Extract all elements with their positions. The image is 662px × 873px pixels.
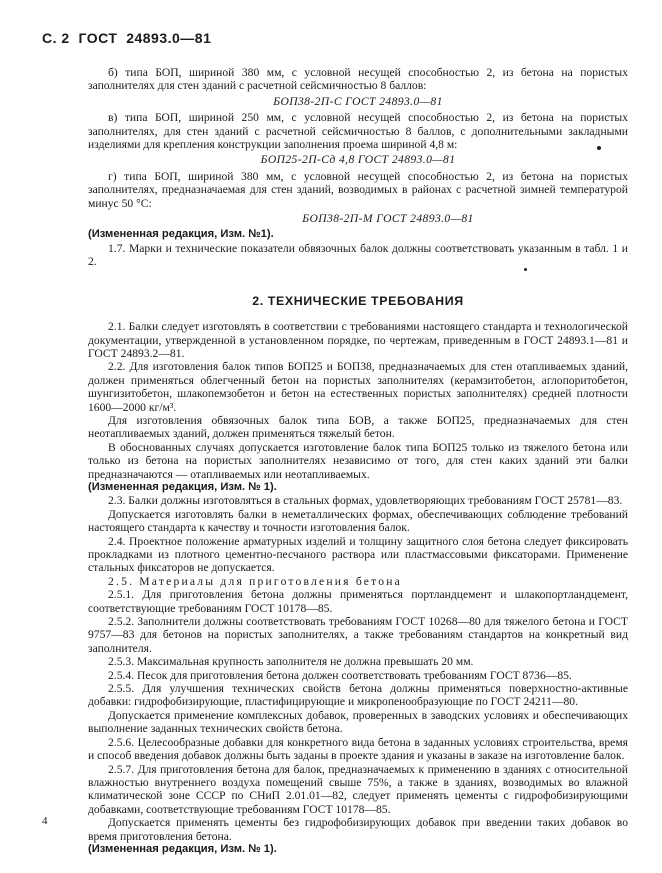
paragraph-2-5: 2.5. Материалы для приготовления бетона [108, 574, 402, 588]
paragraph-2-5-7-b: Допускается применять цементы без гидрофобизирующих добавок при введении таких добавок во время приготовления бетона. [88, 816, 628, 843]
document-body [88, 66, 628, 856]
revision-note-3: (Измененная редакция, Изм. № 1). [88, 842, 277, 855]
designation-2: БОП25-2П-Сд 4,8 ГОСТ 24893.0—81 [260, 153, 456, 167]
paragraph-2-3-b: Допускается изготовлять балки в неметаллических формах, обеспечивающих соблюдение требований настоящего стандарта к качеству и точности изготовления балок. [88, 507, 628, 535]
revision-note-1: (Измененная редакция, Изм. №1). [88, 228, 274, 241]
scan-speck [597, 146, 601, 150]
paragraph-g: г) типа БОП, шириной 380 мм, с условной несущей способностью 2, из бетона на пористых заполнителях, предназначаемая для стен зданий, возводимых в районах с расчетной зимней температурой минус 50 °С: [88, 169, 628, 210]
paragraph-2-1: 2.1. Балки следует изготовлять в соответствии с требованиями настоящего стандарта и технологической документации, утвержденной в установленном порядке, по чертежам, приведенным в ГОСТ 24893.1—81 и ГОСТ 24893.2—81. [88, 320, 628, 360]
paragraph-2-5-1: 2.5.1. Для приготовления бетона должны применяться портландцемент и шлакопортландцемент, соответствующие требованиям ГОСТ 10178—85. [88, 588, 628, 615]
scan-speck [524, 268, 527, 271]
paragraph-2-3: 2.3. Балки должны изготовляться в стальных формах, удовлетворяющих требованиям ГОСТ 25781—83. [108, 494, 623, 508]
designation-3: БОП38-2П-М ГОСТ 24893.0—81 [302, 212, 474, 226]
paragraph-b: б) типа БОП, шириной 380 мм, с условной несущей способностью 2, из бетона на пористых заполнителях для стен зданий с расчетной сейсмичностью 8 баллов: [88, 66, 628, 93]
revision-note-2: (Измененная редакция, Изм. № 1). [88, 480, 277, 493]
paragraph-v: в) типа БОП, шириной 250 мм, с условной несущей способностью 2, из бетона на пористых заполнителях, для стен зданий с расчетной сейсмичностью 8 баллов, с дополнительными закладными изделиями для крепления конструкции заполнения проема шириной 4,8 м: [88, 111, 628, 152]
paragraph-2-5-6: 2.5.6. Целесообразные добавки для конкретного вида бетона в заданных условиях строительства, время и способ введения добавок должны быть заданы в проекте здания и указаны в заказе на изготовление балок. [88, 735, 628, 763]
designation-1: БОП38-2П-С ГОСТ 24893.0—81 [273, 94, 443, 108]
paragraph-2-2-b: Для изготовления обвязочных балок типа БОВ, а также БОП25, предназначаемых для стен неотапливаемых зданий, должен применяться тяжелый бетон. [88, 413, 628, 441]
paragraph-2-5-2: 2.5.2. Заполнители должны соответствовать требованиям ГОСТ 10268—80 для тяжелого бетона и ГОСТ 9757—83 для бетонов на пористых заполнителях, а также требованиям стандартов на конкретный вид заполнителя. [88, 615, 628, 655]
paragraph-2-2-c: В обоснованных случаях допускается изготовление балок типа БОП25 только из тяжелого бетона или только из бетона на пористых заполнителях независимо от того, для стен каких зданий эти балки предназначаются — отапливаемых или неотапливаемых. [88, 440, 628, 481]
paragraph-2-5-4: 2.5.4. Песок для приготовления бетона должен соответствовать требованиям ГОСТ 8736—85. [108, 668, 572, 682]
section-heading: 2. ТЕХНИЧЕСКИЕ ТРЕБОВАНИЯ [252, 293, 464, 308]
page-number: 4 [42, 815, 48, 827]
paragraph-2-5-5: 2.5.5. Для улучшения технических свойств бетона должны применяться поверхностно-активные добавки: гидрофобизирующие, пластифицирующие и микропенообразующие по ГОСТ 24211—80. [88, 682, 628, 709]
page-header: С. 2 ГОСТ 24893.0—81 [42, 30, 212, 46]
paragraph-2-5-3: 2.5.3. Максимальная крупность заполнителя не должна превышать 20 мм. [108, 655, 474, 669]
paragraph-2-2: 2.2. Для изготовления балок типов БОП25 и БОП38, предназначаемых для стен отапливаемых зданий, должен применяться облегченный бетон на пористых заполнителях (керамзитобетон, аглопоритобетон, шунгизитобетон, шлакопемзобетон и бетон на естественных пористых заполнителях) средней плотности 1600—2000 кг/м³. [88, 360, 628, 414]
paragraph-1-7: 1.7. Марки и технические показатели обвязочных балок должны соответствовать указанным в табл. 1 и 2. [88, 241, 628, 269]
paragraph-2-5-7: 2.5.7. Для приготовления бетона для балок, предназначаемых к применению в зданиях с относительной влажностью внутреннего воздуха помещений свыше 75%, а также в зданиях, возводимых во влажной климатической зоне СССР по СНиП 2.01.01—82, следует применять цементы с гидрофобизирующими добавками, соответствующие требованиям ГОСТ 10178—85. [88, 762, 628, 816]
paragraph-2-4: 2.4. Проектное положение арматурных изделий и толщину защитного слоя бетона следует фиксировать прокладками из плотного цементно-песчаного раствора или пластмассовыми фиксаторами. Применение стальных фиксаторов не допускается. [88, 534, 628, 575]
paragraph-2-5-5-b: Допускается применение комплексных добавок, проверенных в заводских условиях и обеспечивающих выполнение заданных технических свойств бетона. [88, 708, 628, 736]
